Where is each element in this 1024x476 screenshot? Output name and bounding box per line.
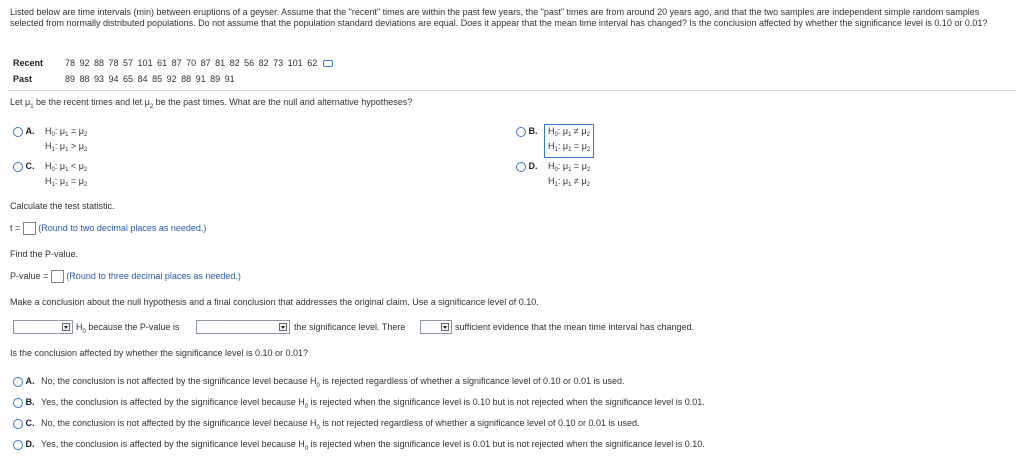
evidence-select[interactable] (420, 320, 452, 334)
pvalue-row (10, 270, 241, 283)
conclusion-h0-text: $H_0$ because the P-value is (76, 322, 180, 335)
t-hint: (Round to two decimal places as needed.) (38, 222, 207, 233)
radio-a[interactable] (13, 127, 23, 137)
test-statistic-prompt: Calculate the test statistic. (10, 201, 115, 211)
dropdown-arrow-icon (279, 323, 287, 331)
dropdown-arrow-icon (62, 323, 70, 331)
test-statistic-row (10, 222, 206, 235)
conclusion-text-3: sufficient evidence that the mean time interval has changed. (455, 322, 694, 332)
hypothesis-option-b[interactable]: B. (516, 126, 538, 137)
radio-affected-c[interactable] (13, 419, 23, 429)
data-table (13, 55, 333, 87)
question-intro: Listed below are time intervals (min) between eruptions of a geyser. Assume that the "recent" times are within the past few years, the "past" times are from around 20 years ago, and that the two samples are independent simple random samples selected from normally distributed populations. Do not assume that the population standard deviations are equal. Does it appear that the mean time interval has changed? Is the conclusion affected by whether the significance level is 0.10 or 0.01? (10, 7, 988, 28)
hypothesis-option-d[interactable]: D. (516, 161, 538, 172)
recent-row (13, 55, 333, 71)
radio-affected-b[interactable] (13, 398, 23, 408)
recent-values: 78 92 88 78 57 101 61 87 70 87 81 82 56 82 73 101 62 (65, 58, 318, 68)
pvalue-hint: (Round to three decimal places as needed.) (66, 270, 241, 281)
t-label: t = (10, 222, 21, 233)
pvalue-input[interactable] (51, 270, 64, 283)
divider (8, 90, 1016, 91)
past-values: 89 88 93 94 65 84 85 92 88 91 89 91 (65, 74, 235, 84)
t-input[interactable] (23, 222, 36, 235)
recent-label: Recent (13, 58, 44, 68)
radio-affected-d[interactable] (13, 440, 23, 450)
hypothesis-b-text: $H_0$: $\mu_1 \ne \mu_2$ $H_1$: $\mu_1 = \mu_2$ (544, 124, 594, 158)
affected-option-c[interactable]: C. No, the conclusion is not affected by the significance level because $H_0$ is not rejected regardless of whether a significance level of 0.10 or 0.01 is used. (13, 418, 640, 431)
comparison-select[interactable] (196, 320, 290, 334)
pvalue-prompt: Find the P-value. (10, 249, 79, 259)
hypothesis-option-c[interactable]: C. (13, 161, 35, 172)
hypothesis-option-a[interactable]: A. (13, 126, 35, 137)
affected-option-a[interactable]: A. No, the conclusion is not affected by the significance level because $H_0$ is rejected regardless of whether a significance level of 0.10 or 0.01 is used. (13, 376, 625, 389)
radio-b[interactable] (516, 127, 526, 137)
reject-decision-select[interactable] (13, 320, 73, 334)
hypothesis-c-text: $H_0$: $\mu_1 < \mu_2$ $H_1$: $\mu_1 = \mu_2$ (45, 161, 88, 188)
radio-d[interactable] (516, 162, 526, 172)
copy-data-icon[interactable] (323, 60, 333, 67)
conclusion-prompt: Make a conclusion about the null hypothesis and a final conclusion that addresses the original claim. Use a significance level of 0.10. (10, 297, 539, 307)
pvalue-label: P-value = (10, 270, 49, 281)
hypotheses-prompt: Let $\mu_1$ be the recent times and let $\mu_2$ be the past times. What are the null and alternative hypotheses? (10, 97, 413, 110)
hypothesis-d-text: $H_0$: $\mu_1 = \mu_2$ $H_1$: $\mu_1 \ne \mu_2$ (548, 161, 591, 188)
radio-c[interactable] (13, 162, 23, 172)
affected-option-b[interactable]: B. Yes, the conclusion is affected by the significance level because $H_0$ is rejected when the significance level is 0.10 but is not rejected when the significance level is 0.01. (13, 397, 705, 410)
dropdown-arrow-icon (441, 323, 449, 331)
past-row (13, 71, 333, 87)
affected-option-d[interactable]: D. Yes, the conclusion is affected by the significance level because $H_0$ is rejected when the significance level is 0.01 but is not rejected when the significance level is 0.10. (13, 439, 705, 452)
affected-prompt: Is the conclusion affected by whether the significance level is 0.10 or 0.01? (10, 348, 309, 358)
past-label: Past (13, 74, 33, 84)
radio-affected-a[interactable] (13, 377, 23, 387)
conclusion-text-2: the significance level. There (294, 322, 406, 332)
hypothesis-a-text: $H_0$: $\mu_1 = \mu_2$ $H_1$: $\mu_1 > \mu_2$ (45, 126, 88, 153)
